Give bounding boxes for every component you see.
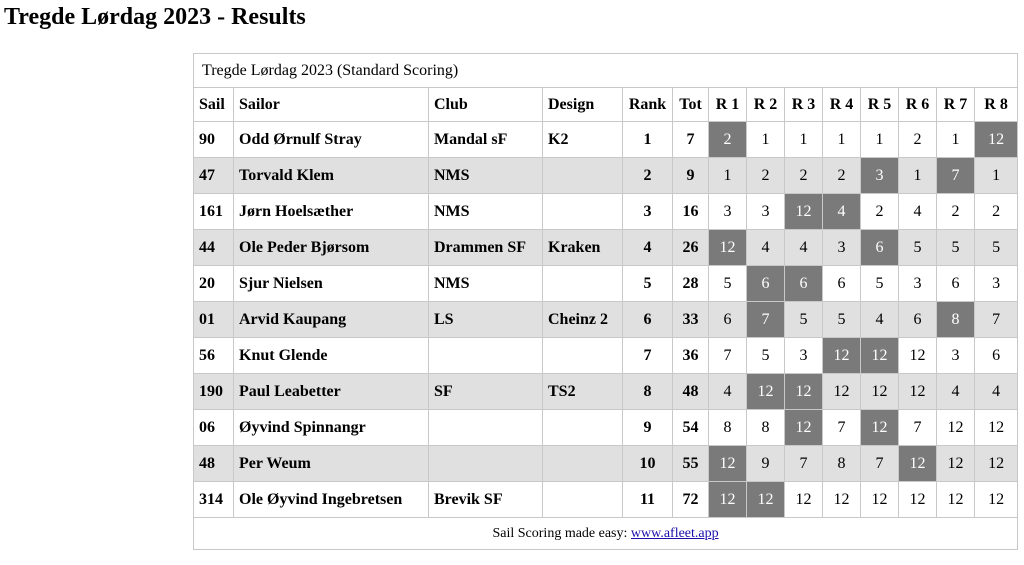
sailor-cell: Sjur Nielsen (234, 266, 429, 302)
sailor-cell: Torvald Klem (234, 158, 429, 194)
race-score: 12 (785, 482, 823, 518)
header-design: Design (543, 88, 623, 122)
total-cell: 36 (673, 338, 709, 374)
race-score: 6 (899, 302, 937, 338)
table-row (194, 302, 1018, 338)
design-cell (543, 482, 623, 518)
race-score: 12 (899, 374, 937, 410)
total-cell: 28 (673, 266, 709, 302)
total-cell: 72 (673, 482, 709, 518)
race-score: 5 (747, 338, 785, 374)
race-score: 12 (937, 446, 975, 482)
race-score: 3 (937, 338, 975, 374)
race-score-discarded: 7 (747, 302, 785, 338)
header-r5: R 5 (861, 88, 899, 122)
results-body (194, 122, 1018, 518)
table-row (194, 266, 1018, 302)
table-row (194, 374, 1018, 410)
race-score: 2 (861, 194, 899, 230)
sail-cell: 90 (194, 122, 234, 158)
table-row (194, 338, 1018, 374)
header-tot: Tot (673, 88, 709, 122)
race-score-discarded: 12 (785, 374, 823, 410)
rank-cell: 6 (623, 302, 673, 338)
sailor-cell: Ole Peder Bjørsom (234, 230, 429, 266)
race-score: 7 (975, 302, 1018, 338)
sailor-cell: Paul Leabetter (234, 374, 429, 410)
race-score: 5 (975, 230, 1018, 266)
table-caption: Tregde Lørdag 2023 (Standard Scoring) (194, 54, 1018, 88)
race-score: 3 (975, 266, 1018, 302)
header-sailor: Sailor (234, 88, 429, 122)
race-score: 4 (709, 374, 747, 410)
total-cell: 54 (673, 410, 709, 446)
race-score: 12 (861, 374, 899, 410)
design-cell: TS2 (543, 374, 623, 410)
race-score: 2 (899, 122, 937, 158)
race-score-discarded: 12 (899, 446, 937, 482)
rank-cell: 7 (623, 338, 673, 374)
race-score: 12 (937, 410, 975, 446)
club-cell (429, 410, 543, 446)
race-score-discarded: 7 (937, 158, 975, 194)
race-score: 5 (709, 266, 747, 302)
race-score: 6 (823, 266, 861, 302)
race-score: 1 (861, 122, 899, 158)
design-cell: Cheinz 2 (543, 302, 623, 338)
footer-row (194, 518, 1018, 550)
race-score: 12 (975, 482, 1018, 518)
design-cell (543, 446, 623, 482)
total-cell: 55 (673, 446, 709, 482)
header-club: Club (429, 88, 543, 122)
race-score: 1 (709, 158, 747, 194)
sail-cell: 06 (194, 410, 234, 446)
race-score: 7 (709, 338, 747, 374)
afleet-link[interactable]: www.afleet.app (630, 525, 719, 541)
sail-cell: 47 (194, 158, 234, 194)
race-score: 4 (899, 194, 937, 230)
race-score: 12 (861, 482, 899, 518)
race-score: 1 (785, 122, 823, 158)
race-score: 12 (823, 374, 861, 410)
design-cell: Kraken (543, 230, 623, 266)
sail-cell: 56 (194, 338, 234, 374)
race-score: 7 (785, 446, 823, 482)
race-score: 4 (861, 302, 899, 338)
design-cell (543, 338, 623, 374)
club-cell (429, 338, 543, 374)
sail-cell: 314 (194, 482, 234, 518)
race-score: 8 (747, 410, 785, 446)
rank-cell: 4 (623, 230, 673, 266)
header-sail: Sail (194, 88, 234, 122)
race-score-discarded: 12 (785, 194, 823, 230)
caption-row (194, 54, 1018, 88)
race-score-discarded: 6 (747, 266, 785, 302)
total-cell: 16 (673, 194, 709, 230)
results-table-container (193, 53, 1017, 550)
results-table (193, 53, 1018, 550)
race-score: 8 (823, 446, 861, 482)
race-score: 2 (785, 158, 823, 194)
race-score: 3 (747, 194, 785, 230)
club-cell: Mandal sF (429, 122, 543, 158)
race-score-discarded: 4 (823, 194, 861, 230)
sailor-cell: Øyvind Spinnangr (234, 410, 429, 446)
race-score: 3 (785, 338, 823, 374)
race-score: 3 (899, 266, 937, 302)
table-row (194, 194, 1018, 230)
rank-cell: 1 (623, 122, 673, 158)
design-cell (543, 194, 623, 230)
race-score: 5 (899, 230, 937, 266)
club-cell: NMS (429, 158, 543, 194)
sailor-cell: Arvid Kaupang (234, 302, 429, 338)
sailor-cell: Ole Øyvind Ingebretsen (234, 482, 429, 518)
race-score-discarded: 12 (709, 230, 747, 266)
race-score: 12 (899, 482, 937, 518)
race-score: 3 (709, 194, 747, 230)
sailor-cell: Per Weum (234, 446, 429, 482)
race-score: 12 (975, 446, 1018, 482)
race-score: 2 (823, 158, 861, 194)
race-score: 6 (937, 266, 975, 302)
race-score: 6 (975, 338, 1018, 374)
rank-cell: 9 (623, 410, 673, 446)
table-row (194, 230, 1018, 266)
club-cell: NMS (429, 266, 543, 302)
race-score: 5 (861, 266, 899, 302)
race-score: 1 (975, 158, 1018, 194)
rank-cell: 11 (623, 482, 673, 518)
club-cell: NMS (429, 194, 543, 230)
club-cell: SF (429, 374, 543, 410)
race-score: 2 (937, 194, 975, 230)
race-score: 5 (823, 302, 861, 338)
total-cell: 26 (673, 230, 709, 266)
sailor-cell: Knut Glende (234, 338, 429, 374)
race-score: 8 (709, 410, 747, 446)
rank-cell: 8 (623, 374, 673, 410)
race-score: 5 (937, 230, 975, 266)
table-row (194, 410, 1018, 446)
race-score: 12 (899, 338, 937, 374)
race-score-discarded: 12 (747, 374, 785, 410)
total-cell: 7 (673, 122, 709, 158)
race-score: 2 (747, 158, 785, 194)
header-r2: R 2 (747, 88, 785, 122)
race-score: 6 (709, 302, 747, 338)
sail-cell: 20 (194, 266, 234, 302)
rank-cell: 2 (623, 158, 673, 194)
table-row (194, 482, 1018, 518)
race-score: 12 (937, 482, 975, 518)
race-score: 12 (823, 482, 861, 518)
race-score: 7 (899, 410, 937, 446)
race-score-discarded: 2 (709, 122, 747, 158)
rank-cell: 3 (623, 194, 673, 230)
race-score: 2 (975, 194, 1018, 230)
race-score-discarded: 8 (937, 302, 975, 338)
race-score: 5 (785, 302, 823, 338)
race-score: 4 (937, 374, 975, 410)
footer (194, 518, 1018, 550)
race-score-discarded: 12 (747, 482, 785, 518)
total-cell: 48 (673, 374, 709, 410)
rank-cell: 10 (623, 446, 673, 482)
race-score-discarded: 6 (861, 230, 899, 266)
header-r7: R 7 (937, 88, 975, 122)
club-cell: Drammen SF (429, 230, 543, 266)
club-cell: Brevik SF (429, 482, 543, 518)
design-cell (543, 158, 623, 194)
sail-cell: 161 (194, 194, 234, 230)
sail-cell: 48 (194, 446, 234, 482)
race-score: 7 (823, 410, 861, 446)
table-row (194, 446, 1018, 482)
race-score: 9 (747, 446, 785, 482)
header-rank: Rank (623, 88, 673, 122)
race-score: 4 (747, 230, 785, 266)
race-score-discarded: 12 (861, 338, 899, 374)
sail-cell: 01 (194, 302, 234, 338)
sailor-cell: Jørn Hoelsæther (234, 194, 429, 230)
race-score: 1 (937, 122, 975, 158)
race-score-discarded: 12 (861, 410, 899, 446)
header-row (194, 88, 1018, 122)
total-cell: 9 (673, 158, 709, 194)
sailor-cell: Odd Ørnulf Stray (234, 122, 429, 158)
header-r4: R 4 (823, 88, 861, 122)
total-cell: 33 (673, 302, 709, 338)
race-score: 3 (823, 230, 861, 266)
race-score: 1 (823, 122, 861, 158)
design-cell (543, 266, 623, 302)
race-score: 4 (785, 230, 823, 266)
table-row (194, 158, 1018, 194)
race-score: 4 (975, 374, 1018, 410)
design-cell: K2 (543, 122, 623, 158)
race-score: 1 (899, 158, 937, 194)
page-title: Tregde Lørdag 2023 - Results (4, 4, 306, 30)
footer-text: Sail Scoring made easy: (492, 525, 631, 541)
rank-cell: 5 (623, 266, 673, 302)
header-r3: R 3 (785, 88, 823, 122)
race-score-discarded: 12 (709, 446, 747, 482)
header-r8: R 8 (975, 88, 1018, 122)
sail-cell: 44 (194, 230, 234, 266)
race-score-discarded: 6 (785, 266, 823, 302)
race-score-discarded: 12 (709, 482, 747, 518)
table-row (194, 122, 1018, 158)
header-r1: R 1 (709, 88, 747, 122)
race-score-discarded: 12 (785, 410, 823, 446)
race-score: 12 (975, 410, 1018, 446)
club-cell: LS (429, 302, 543, 338)
design-cell (543, 410, 623, 446)
race-score-discarded: 12 (975, 122, 1018, 158)
race-score: 7 (861, 446, 899, 482)
club-cell (429, 446, 543, 482)
race-score-discarded: 12 (823, 338, 861, 374)
race-score: 1 (747, 122, 785, 158)
sail-cell: 190 (194, 374, 234, 410)
header-r6: R 6 (899, 88, 937, 122)
race-score-discarded: 3 (861, 158, 899, 194)
